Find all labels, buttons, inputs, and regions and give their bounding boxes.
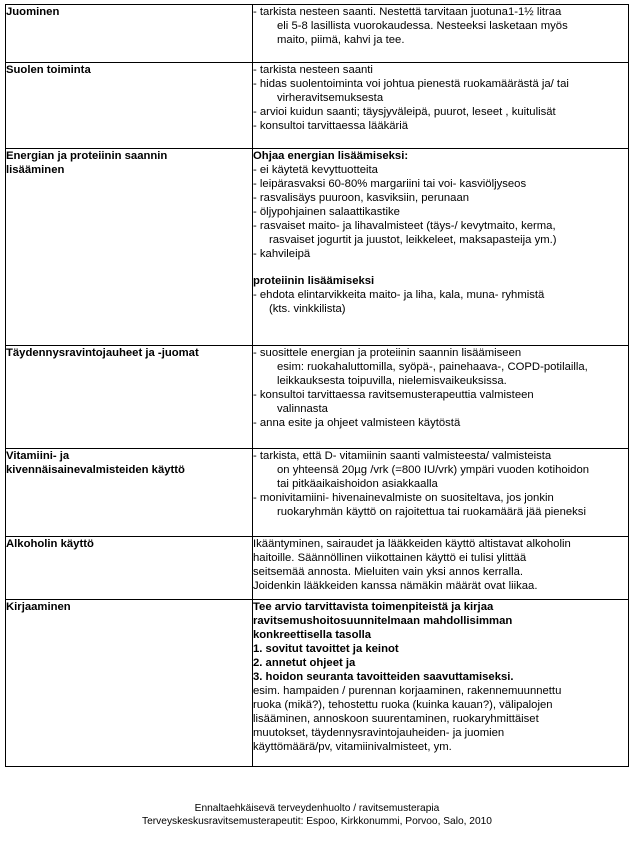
content-cell <box>253 149 629 346</box>
table-row <box>6 449 629 537</box>
numbered-item: 1. sovitut tavoittet ja keinot <box>253 643 399 655</box>
section-heading: proteiinin lisäämiseksi <box>253 275 375 287</box>
topic-cell <box>6 449 253 537</box>
topic-label: kivennäisainevalmisteiden käyttö <box>6 464 185 476</box>
text-line: ruokaryhmän käyttö on rajoitettua tai ruokamäärä jää pieneksi <box>277 506 586 518</box>
bullet-line: - tarkista, että D- vitamiinin saanti valmisteesta/ valmisteista <box>253 450 552 462</box>
topic-cell <box>6 346 253 449</box>
bullet-line: - tarkista nesteen saanti. Nestettä tarvitaan juotuna1-1½ litraa <box>253 6 562 18</box>
content-cell <box>253 5 629 63</box>
bullet-line: - leipärasvaksi 60-80% margariini tai voi- kasviöljyseos <box>253 178 527 190</box>
bullet-line: - hidas suolentoiminta voi johtua pienestä ruokamäärästä ja/ tai <box>253 78 569 90</box>
text-line: ravitsemushoitosuunnitelmaan mahdollisimman <box>253 615 513 627</box>
bullet-line: - rasvaiset maito- ja lihavalmisteet (täys-/ kevytmaito, kerma, <box>253 220 556 232</box>
footer-line-2: Terveyskeskusravitsemusterapeutit: Espoo, Kirkkonummi, Porvoo, Salo, 2010 <box>142 816 492 827</box>
topic-label: Energian ja proteiinin saannin <box>6 150 168 162</box>
text-line: valinnasta <box>277 403 328 415</box>
text-line: konkreettisella tasolla <box>253 629 372 641</box>
text-line: lisääminen, annoskoon suurentaminen, ruokaryhmittäiset <box>253 713 539 725</box>
topic-label: Alkoholin käyttö <box>6 538 94 550</box>
table-row <box>6 537 629 600</box>
text-line: tai pitkäaikaishoidon asiakkaalla <box>277 478 438 490</box>
topic-cell <box>6 600 253 767</box>
text-line: seitsemää annosta. Mieluiten vain yksi annos kerralla. <box>253 566 524 578</box>
topic-label: Kirjaaminen <box>6 601 71 613</box>
table-row <box>6 63 629 149</box>
numbered-item: 2. annetut ohjeet ja <box>253 657 356 669</box>
text-line: maito, piimä, kahvi ja tee. <box>277 34 405 46</box>
bullet-line: - suosittele energian ja proteiinin saannin lisäämiseen <box>253 347 522 359</box>
text-line: käyttömäärä/pv, vitamiinivalmisteet, ym. <box>253 741 452 753</box>
text-line: (kts. vinkkilista) <box>269 303 346 315</box>
topic-cell <box>6 5 253 63</box>
bullet-line: - öljypohjainen salaattikastike <box>253 206 400 218</box>
topic-label: Juominen <box>6 6 60 18</box>
text-line: Tee arvio tarvittavista toimenpiteistä ja kirjaa <box>253 601 494 613</box>
topic-cell <box>6 149 253 346</box>
guidance-table <box>5 4 629 767</box>
text-line: esim: ruokahaluttomilla, syöpä-, painehaava-, COPD-potilailla, <box>277 361 588 373</box>
table-row <box>6 600 629 767</box>
topic-label: Täydennysravintojauheet ja -juomat <box>6 347 199 359</box>
bullet-line: - konsultoi tarvittaessa ravitsemusterapeuttia valmisteen <box>253 389 534 401</box>
content-cell <box>253 600 629 767</box>
text-line: Joidenkin lääkkeiden kanssa nämäkin määrät ovat liikaa. <box>253 580 538 592</box>
bullet-line: - arvioi kuidun saanti; täysjyväleipä, puurot, leseet , kuitulisät <box>253 106 556 118</box>
topic-label: Vitamiini- ja <box>6 450 70 462</box>
bullet-line: - konsultoi tarvittaessa lääkäriä <box>253 120 409 132</box>
text-line: leikkauksesta toipuvilla, nielemisvaikeuksissa. <box>277 375 507 387</box>
text-line: eli 5-8 lasillista vuorokaudessa. Nesteeksi lasketaan myös <box>277 20 568 32</box>
content-cell <box>253 63 629 149</box>
text-line: on yhteensä 20µg /vrk (=800 IU/vrk) ympäri vuoden kotihoidon <box>277 464 590 476</box>
footer-line-1: Ennaltaehkäisevä terveydenhuolto / ravitsemusterapia <box>194 803 440 814</box>
content-cell <box>253 346 629 449</box>
text-line: ruoka (mikä?), tehostettu ruoka (kuinka kauan?), välipalojen <box>253 699 553 711</box>
bullet-line: - kahvileipä <box>253 248 311 260</box>
content-cell <box>253 449 629 537</box>
bullet-line: - anna esite ja ohjeet valmisteen käytöstä <box>253 417 461 429</box>
text-line: rasvaiset jogurtit ja juustot, leikkeleet, maksapasteija ym.) <box>269 234 557 246</box>
text-line: haitoille. Säännöllinen viikottainen käyttö ei tulisi ylittää <box>253 552 527 564</box>
text-line: Ikääntyminen, sairaudet ja lääkkeiden käyttö altistavat alkoholin <box>253 538 571 550</box>
bullet-line: - ei käytetä kevyttuotteita <box>253 164 378 176</box>
topic-label: lisääminen <box>6 164 65 176</box>
bullet-line: - tarkista nesteen saanti <box>253 64 373 76</box>
content-cell <box>253 537 629 600</box>
text-line: virheravitsemuksesta <box>277 92 384 104</box>
text-line: muutokset, täydennysravintojauheiden- ja juomien <box>253 727 505 739</box>
table-row <box>6 149 629 346</box>
topic-cell <box>6 63 253 149</box>
topic-label: Suolen toiminta <box>6 64 91 76</box>
bullet-line: - rasvalisäys puuroon, kasviksiin, perunaan <box>253 192 470 204</box>
bullet-line: - monivitamiini- hivenainevalmiste on suositeltava, jos jonkin <box>253 492 554 504</box>
numbered-item: 3. hoidon seuranta tavoitteiden saavuttamiseksi. <box>253 671 514 683</box>
table-row <box>6 5 629 63</box>
topic-cell <box>6 537 253 600</box>
text-line: esim. hampaiden / purennan korjaaminen, rakennemuunnettu <box>253 685 562 697</box>
bullet-line: - ehdota elintarvikkeita maito- ja liha, kala, muna- ryhmistä <box>253 289 545 301</box>
blank-line <box>253 261 628 274</box>
section-heading: Ohjaa energian lisäämiseksi: <box>253 150 409 162</box>
table-row <box>6 346 629 449</box>
